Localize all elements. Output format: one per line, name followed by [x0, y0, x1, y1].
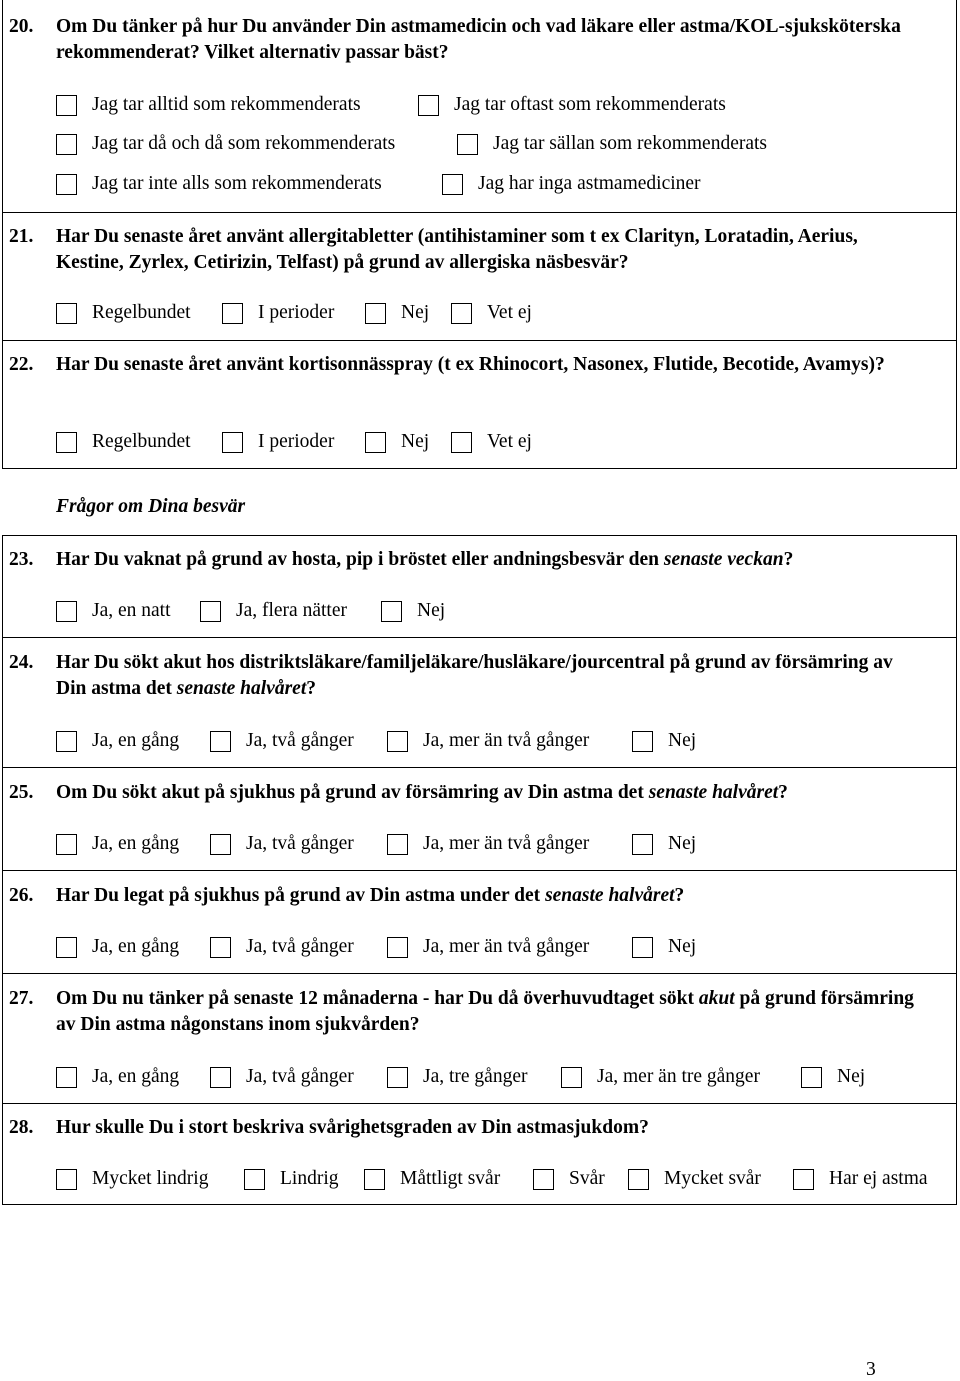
question-text: Har Du vaknat på grund av hosta, pip i bröstet eller andningsbesvär den senaste veckan?	[56, 549, 794, 570]
option-checkbox[interactable]	[222, 301, 334, 325]
option-checkbox[interactable]	[210, 729, 354, 753]
option-checkbox[interactable]	[632, 729, 696, 753]
option-checkbox[interactable]	[56, 93, 361, 117]
checkbox-icon[interactable]	[533, 1169, 554, 1190]
option-label: I perioder	[258, 431, 335, 452]
question-23	[9, 547, 924, 573]
option-label: Nej	[668, 833, 697, 854]
checkbox-icon[interactable]	[210, 1067, 231, 1088]
option-checkbox[interactable]	[365, 301, 429, 325]
option-checkbox[interactable]	[222, 430, 334, 454]
checkbox-icon[interactable]	[387, 731, 408, 752]
option-label: Ja, en gång	[92, 833, 180, 854]
option-label: Har ej astma	[829, 1168, 928, 1189]
option-checkbox[interactable]	[387, 729, 589, 753]
option-label: Jag tar oftast som rekommenderats	[454, 94, 726, 115]
option-checkbox[interactable]	[200, 599, 347, 623]
option-checkbox[interactable]	[793, 1167, 928, 1191]
option-label: Ja, tre gånger	[423, 1066, 528, 1087]
option-label: Ja, en gång	[92, 936, 180, 957]
checkbox-icon[interactable]	[56, 134, 77, 155]
checkbox-icon[interactable]	[801, 1067, 822, 1088]
checkbox-icon[interactable]	[222, 432, 243, 453]
option-checkbox[interactable]	[451, 430, 532, 454]
option-checkbox[interactable]	[210, 1065, 354, 1089]
option-label: Ja, två gånger	[246, 833, 354, 854]
checkbox-icon[interactable]	[56, 1067, 77, 1088]
option-label: Regelbundet	[92, 431, 191, 452]
option-label: Vet ej	[487, 431, 532, 452]
question-text: Har Du sökt akut hos distriktsläkare/familjeläkare/husläkare/jourcentral på grund av försämring av Din astma det senaste halvåret?	[56, 652, 893, 699]
question-number: 21.	[9, 226, 34, 247]
question-number: 25.	[9, 782, 34, 803]
option-label: Ja, en gång	[92, 730, 180, 751]
option-checkbox[interactable]	[56, 832, 179, 856]
option-label: Regelbundet	[92, 302, 191, 323]
question-text: Har Du senaste året använt kortisonnässpray (t ex Rhinocort, Nasonex, Flutide, Becotide, Avamys)?	[56, 354, 885, 375]
option-checkbox[interactable]	[56, 430, 191, 454]
question-text: Om Du tänker på hur Du använder Din astmamedicin och vad läkare eller astma/KOL-sjuksköterska rekommenderat? Vilket alternativ passar bäst?	[56, 16, 901, 63]
option-checkbox[interactable]	[56, 599, 171, 623]
checkbox-icon[interactable]	[200, 601, 221, 622]
checkbox-icon[interactable]	[56, 1169, 77, 1190]
question-text: Har Du legat på sjukhus på grund av Din astma under det senaste halvåret?	[56, 885, 685, 906]
question-27	[9, 986, 924, 1038]
checkbox-icon[interactable]	[210, 937, 231, 958]
checkbox-icon[interactable]	[56, 834, 77, 855]
checkbox-icon[interactable]	[56, 601, 77, 622]
option-label: Ja, mer än två gånger	[423, 730, 590, 751]
checkbox-icon[interactable]	[457, 134, 478, 155]
question-number: 24.	[9, 652, 34, 673]
option-label: Ja, en natt	[92, 600, 171, 621]
option-label: Ja, mer än tre gånger	[597, 1066, 760, 1087]
option-checkbox[interactable]	[387, 1065, 528, 1089]
option-checkbox[interactable]	[451, 301, 532, 325]
checkbox-icon[interactable]	[387, 937, 408, 958]
question-number: 23.	[9, 549, 34, 570]
option-checkbox[interactable]	[210, 832, 354, 856]
checkbox-icon[interactable]	[387, 834, 408, 855]
option-checkbox[interactable]	[628, 1167, 761, 1191]
checkbox-icon[interactable]	[56, 937, 77, 958]
option-label: Nej	[668, 730, 697, 751]
checkbox-icon[interactable]	[451, 303, 472, 324]
checkbox-icon[interactable]	[632, 731, 653, 752]
checkbox-icon[interactable]	[632, 937, 653, 958]
page-number: 3	[866, 1359, 876, 1380]
question-28	[9, 1115, 924, 1141]
section-title: Frågor om Dina besvär	[56, 496, 246, 517]
checkbox-icon[interactable]	[56, 95, 77, 116]
checkbox-icon[interactable]	[387, 1067, 408, 1088]
option-label: Ja, mer än två gånger	[423, 833, 590, 854]
option-checkbox[interactable]	[381, 599, 445, 623]
option-label: Ja, två gånger	[246, 730, 354, 751]
option-checkbox[interactable]	[210, 935, 354, 959]
option-label: Jag har inga astmamediciner	[478, 173, 701, 194]
checkbox-icon[interactable]	[632, 834, 653, 855]
option-checkbox[interactable]	[365, 430, 429, 454]
option-label: Vet ej	[487, 302, 532, 323]
option-label: Jag tar sällan som rekommenderats	[493, 133, 767, 154]
divider	[2, 767, 957, 768]
question-number: 20.	[9, 16, 34, 37]
option-checkbox[interactable]	[244, 1167, 339, 1191]
option-label: Nej	[417, 600, 446, 621]
option-checkbox[interactable]	[561, 1065, 760, 1089]
checkbox-icon[interactable]	[381, 601, 402, 622]
question-22	[9, 352, 924, 378]
option-checkbox[interactable]	[533, 1167, 605, 1191]
question-text: Hur skulle Du i stort beskriva svårighetsgraden av Din astmasjukdom?	[56, 1117, 649, 1138]
checkbox-icon[interactable]	[451, 432, 472, 453]
question-26	[9, 883, 924, 909]
option-checkbox[interactable]	[56, 1167, 208, 1191]
option-checkbox[interactable]	[387, 832, 589, 856]
option-label: Nej	[668, 936, 697, 957]
checkbox-icon[interactable]	[442, 174, 463, 195]
option-label: Svår	[569, 1168, 605, 1189]
divider	[2, 637, 957, 638]
checkbox-icon[interactable]	[56, 174, 77, 195]
checkbox-icon[interactable]	[418, 95, 439, 116]
option-label: Måttligt svår	[400, 1168, 501, 1189]
divider	[2, 870, 957, 871]
option-label: Ja, flera nätter	[236, 600, 347, 621]
option-label: Nej	[401, 431, 430, 452]
option-checkbox[interactable]	[56, 935, 179, 959]
question-number: 26.	[9, 885, 34, 906]
option-label: Mycket svår	[664, 1168, 761, 1189]
divider	[2, 1103, 957, 1104]
option-label: Ja, två gånger	[246, 936, 354, 957]
question-25	[9, 780, 924, 806]
option-checkbox[interactable]	[56, 132, 395, 156]
option-checkbox[interactable]	[56, 1065, 179, 1089]
question-text: Om Du nu tänker på senaste 12 månaderna - har Du då överhuvudtaget sökt akut på grund försämring av Din astma någonstans inom sjukvården?	[56, 988, 914, 1035]
option-label: Jag tar inte alls som rekommenderats	[92, 173, 382, 194]
option-label: Jag tar då och då som rekommenderats	[92, 133, 396, 154]
checkbox-icon[interactable]	[222, 303, 243, 324]
checkbox-icon[interactable]	[56, 303, 77, 324]
question-text: Om Du sökt akut på sjukhus på grund av försämring av Din astma det senaste halvåret?	[56, 782, 788, 803]
checkbox-icon[interactable]	[56, 731, 77, 752]
option-checkbox[interactable]	[457, 132, 767, 156]
question-24	[9, 650, 924, 702]
option-checkbox[interactable]	[632, 832, 696, 856]
option-checkbox[interactable]	[632, 935, 696, 959]
option-checkbox[interactable]	[364, 1167, 500, 1191]
option-checkbox[interactable]	[56, 172, 382, 196]
checkbox-icon[interactable]	[793, 1169, 814, 1190]
checkbox-icon[interactable]	[210, 834, 231, 855]
divider	[2, 212, 957, 213]
option-label: Lindrig	[280, 1168, 339, 1189]
checkbox-icon[interactable]	[56, 432, 77, 453]
question-21	[9, 224, 924, 276]
option-checkbox[interactable]	[801, 1065, 865, 1089]
option-checkbox[interactable]	[387, 935, 589, 959]
checkbox-icon[interactable]	[561, 1067, 582, 1088]
divider	[2, 973, 957, 974]
option-label: Ja, en gång	[92, 1066, 180, 1087]
question-number: 22.	[9, 354, 34, 375]
question-number: 28.	[9, 1117, 34, 1138]
option-checkbox[interactable]	[418, 93, 726, 117]
option-label: I perioder	[258, 302, 335, 323]
option-label: Ja, mer än två gånger	[423, 936, 590, 957]
checkbox-icon[interactable]	[365, 432, 386, 453]
question-20	[9, 14, 924, 66]
option-label: Ja, två gånger	[246, 1066, 354, 1087]
checkbox-icon[interactable]	[365, 303, 386, 324]
question-number: 27.	[9, 988, 34, 1009]
option-label: Nej	[401, 302, 430, 323]
option-checkbox[interactable]	[56, 729, 179, 753]
checkbox-icon[interactable]	[364, 1169, 385, 1190]
option-checkbox[interactable]	[56, 301, 191, 325]
question-text: Har Du senaste året använt allergitabletter (antihistaminer som t ex Clarityn, Loratadin, Aerius, Kestine, Zyrlex, Cetirizin, Telfast) på grund av allergiska näsbesvär?	[56, 226, 858, 273]
checkbox-icon[interactable]	[210, 731, 231, 752]
option-label: Jag tar alltid som rekommenderats	[92, 94, 361, 115]
checkbox-icon[interactable]	[628, 1169, 649, 1190]
divider	[2, 340, 957, 341]
option-label: Nej	[837, 1066, 866, 1087]
option-label: Mycket lindrig	[92, 1168, 209, 1189]
option-checkbox[interactable]	[442, 172, 701, 196]
checkbox-icon[interactable]	[244, 1169, 265, 1190]
